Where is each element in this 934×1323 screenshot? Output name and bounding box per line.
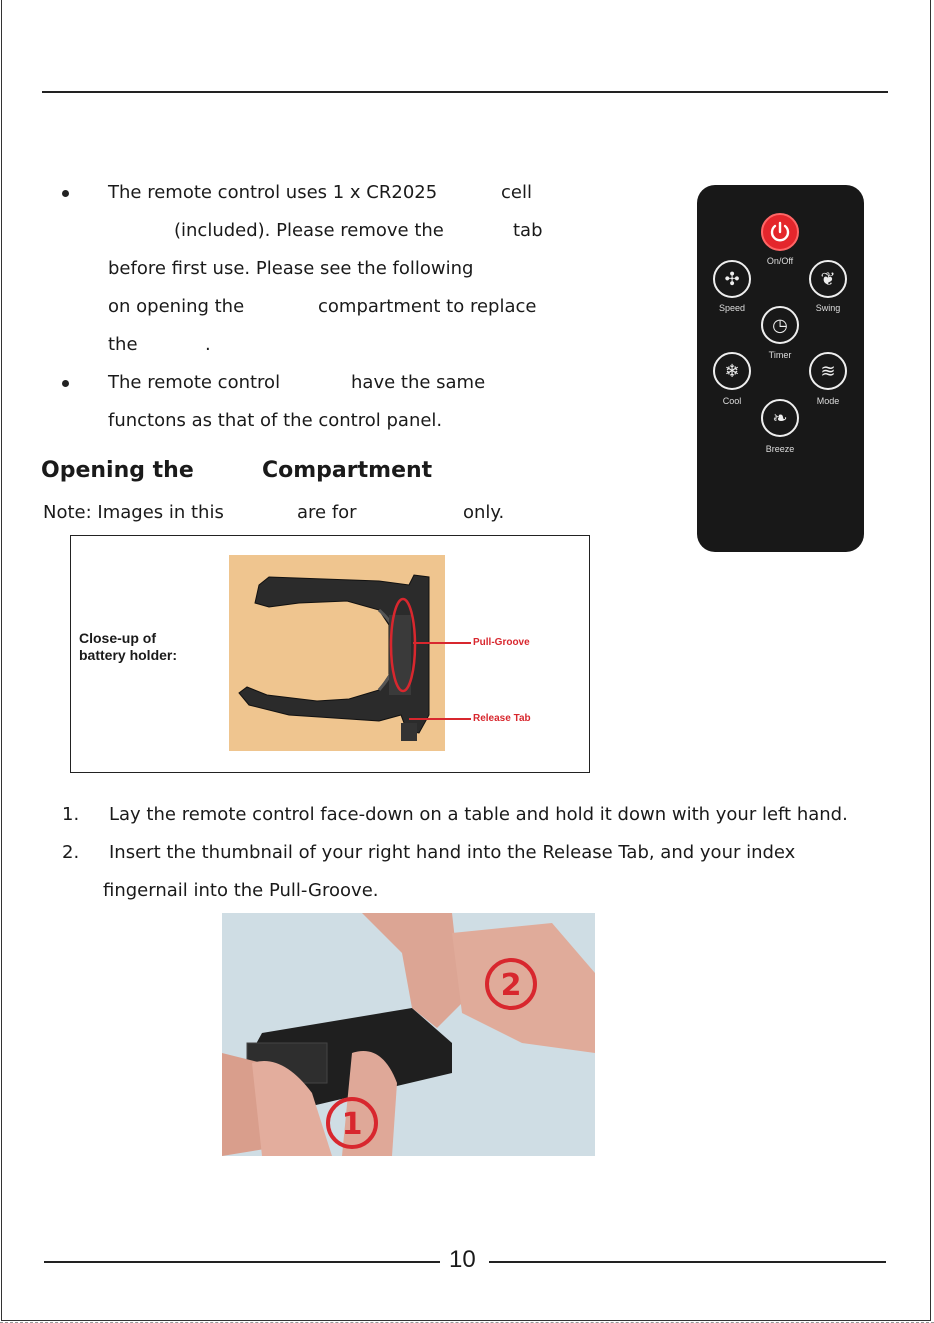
section-heading-a: Opening the (41, 458, 194, 483)
step-2-number: 2. (62, 842, 80, 863)
bullet1-line2a: (included). Please remove the (174, 220, 444, 241)
bullet-dot (62, 380, 69, 387)
marker-2: 2 (500, 968, 522, 1003)
bullet1-line3: before first use. Please see the following (108, 258, 474, 279)
pull-groove-line (413, 642, 471, 644)
bullet1-line4b: compartment to replace (318, 296, 537, 317)
timer-label: Timer (768, 350, 792, 360)
bullet-dot (62, 190, 69, 197)
cool-snowflake-icon: ❄ (713, 352, 751, 390)
hands-photo (222, 913, 595, 1156)
bullet1-line1b: cell (501, 182, 532, 203)
bullet1-line1a: The remote control uses 1 x CR2025 (108, 182, 438, 203)
mode-waves-icon: ≋ (809, 352, 847, 390)
release-tab-line (409, 718, 471, 720)
step-1-number: 1. (62, 804, 80, 825)
bullet2-line1a: The remote control (108, 372, 281, 393)
bullet1-line4a: on opening the (108, 296, 245, 317)
swing-label: Swing (815, 303, 841, 313)
bullet2-line2: functons as that of the control panel. (108, 410, 443, 431)
power-icon (769, 221, 791, 243)
battery-holder-figure (70, 535, 590, 773)
breeze-leaf-icon: ❧ (761, 399, 799, 437)
mode-label: Mode (816, 396, 840, 406)
note-c: only. (463, 502, 505, 523)
battery-holder-illustration (229, 555, 445, 751)
note-a: Note: Images in this (43, 502, 224, 523)
note-b: are for (297, 502, 357, 523)
figure-caption: Close-up of battery holder: (79, 630, 178, 663)
bullet1-line5a: the (108, 334, 138, 355)
breeze-label: Breeze (765, 444, 795, 454)
hands-illustration (222, 913, 595, 1156)
step-2-text-cont: fingernail into the Pull-Groove. (103, 880, 379, 901)
power-button-icon (761, 213, 799, 251)
footer-rule-left (44, 1261, 440, 1263)
cool-label: Cool (722, 396, 742, 406)
speed-fan-icon: ✣ (713, 260, 751, 298)
swing-icon: ❦ (809, 260, 847, 298)
on-off-label: On/Off (766, 256, 794, 266)
footer-rule-right (489, 1261, 886, 1263)
page-number: 10 (449, 1246, 476, 1273)
marker-1: 1 (341, 1107, 363, 1142)
bullet1-line2b: tab (513, 220, 543, 241)
remote-control-illustration (697, 185, 864, 552)
release-tab-label: Release Tab (473, 713, 531, 724)
battery-holder-photo (229, 555, 445, 751)
step-2-text: Insert the thumbnail of your right hand into the Release Tab, and your index (109, 842, 796, 863)
bullet1-line5b: . (205, 334, 211, 355)
section-heading-b: Compartment (262, 458, 433, 483)
step-1-text: Lay the remote control face-down on a table and hold it down with your left hand. (109, 804, 848, 825)
bullet2-line1b: have the same (351, 372, 486, 393)
speed-label: Speed (718, 303, 746, 313)
header-rule (42, 91, 888, 93)
timer-clock-icon: ◷ (761, 306, 799, 344)
pull-groove-label: Pull-Groove (473, 637, 530, 648)
